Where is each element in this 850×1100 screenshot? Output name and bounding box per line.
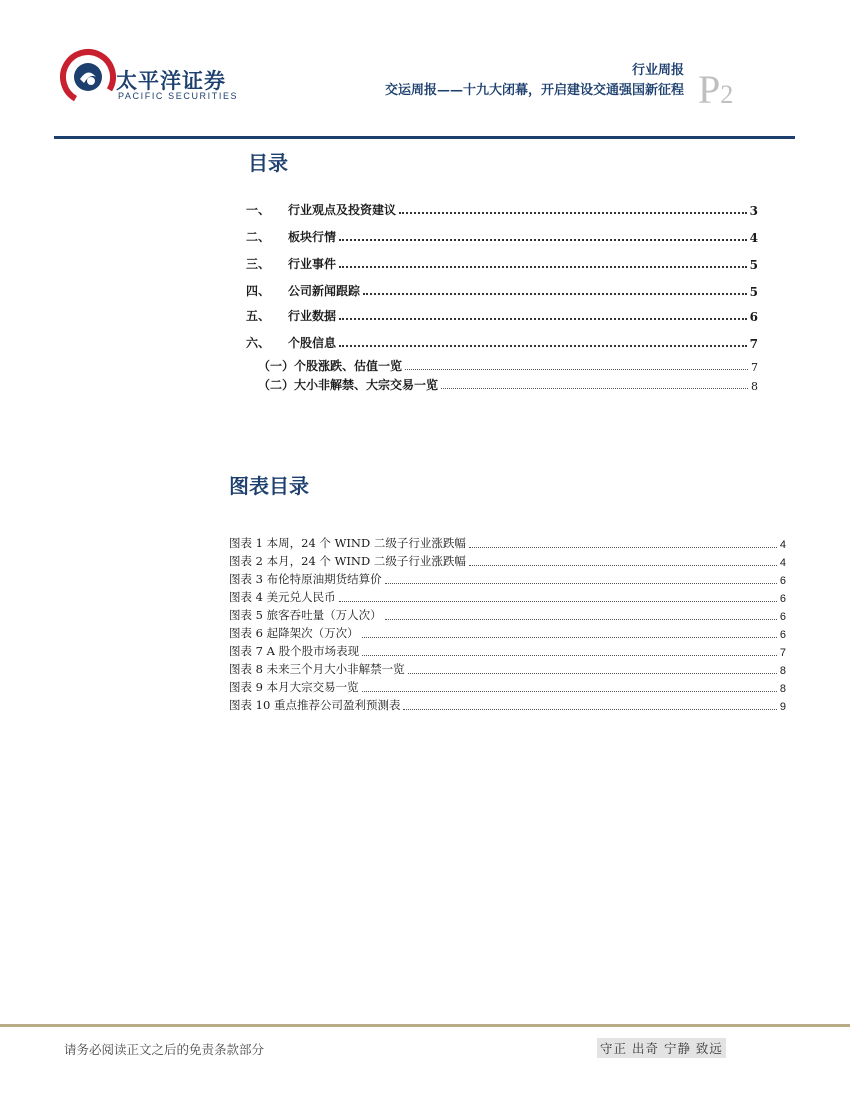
figure-list-item[interactable] bbox=[229, 643, 786, 659]
toc-subitem-title: （一）个股涨跌、估值一览 bbox=[258, 359, 403, 373]
figure-item-page: 7 bbox=[779, 647, 786, 659]
page-prefix: P bbox=[698, 67, 721, 112]
figure-item-page: 6 bbox=[779, 611, 786, 623]
toc-item[interactable] bbox=[246, 200, 758, 218]
toc-item[interactable] bbox=[246, 227, 758, 245]
toc-leader-dots bbox=[469, 547, 777, 548]
footer-disclaimer: 请务必阅读正文之后的免责条款部分 bbox=[64, 1042, 265, 1057]
figure-list-item[interactable] bbox=[229, 661, 786, 677]
figure-item-page: 6 bbox=[779, 575, 786, 587]
toc-leader-dots bbox=[362, 655, 777, 656]
toc-leader-dots bbox=[339, 239, 747, 241]
toc-item-page: 6 bbox=[749, 310, 758, 324]
figure-list-item[interactable] bbox=[229, 535, 786, 551]
toc-leader-dots bbox=[403, 709, 776, 710]
figure-list-item[interactable] bbox=[229, 625, 786, 641]
figure-list-heading: 图表目录 bbox=[229, 474, 309, 498]
toc-leader-dots bbox=[339, 318, 747, 320]
footer-divider bbox=[0, 1024, 850, 1027]
figure-list-item[interactable] bbox=[229, 607, 786, 623]
figure-item-title: 图表 3 布伦特原油期货结算价 bbox=[229, 572, 382, 586]
report-title: 交运周报——十九大闭幕，开启建设交通强国新征程 bbox=[384, 83, 684, 98]
figure-item-page: 6 bbox=[779, 629, 786, 641]
figure-list-item[interactable] bbox=[229, 679, 786, 695]
figure-list-item[interactable] bbox=[229, 697, 786, 713]
toc-leader-dots bbox=[363, 293, 747, 295]
toc-leader-dots bbox=[339, 266, 747, 268]
page-number-value: 2 bbox=[720, 80, 734, 109]
page-number bbox=[698, 67, 734, 112]
toc-leader-dots bbox=[362, 691, 777, 692]
figure-item-title: 图表 6 起降架次（万次） bbox=[229, 626, 359, 640]
toc-item-page: 5 bbox=[749, 285, 758, 299]
toc-item[interactable] bbox=[246, 333, 758, 351]
figure-item-title: 图表 5 旅客吞吐量（万人次） bbox=[229, 608, 382, 622]
figure-item-title: 图表 9 本月大宗交易一览 bbox=[229, 680, 359, 694]
company-logo-mark-icon bbox=[60, 45, 116, 107]
toc-item[interactable] bbox=[246, 254, 758, 272]
toc-item-number: 四、 bbox=[246, 284, 271, 298]
toc-subitem-title: （二）大小非解禁、大宗交易一览 bbox=[258, 378, 439, 392]
toc-subitem-page: 8 bbox=[751, 380, 758, 393]
toc-item-title: 公司新闻跟踪 bbox=[288, 284, 361, 298]
figure-item-page: 8 bbox=[779, 683, 786, 695]
toc-item-page: 3 bbox=[749, 204, 758, 218]
toc-subitem-page: 7 bbox=[751, 361, 758, 374]
toc-item-page: 7 bbox=[749, 337, 758, 351]
toc-item[interactable] bbox=[246, 281, 758, 299]
toc-item-number: 二、 bbox=[246, 230, 271, 244]
figure-item-page: 9 bbox=[779, 701, 786, 713]
toc-item-number: 三、 bbox=[246, 257, 271, 271]
toc-item[interactable] bbox=[246, 306, 758, 324]
logo-english-name: PACIFIC SECURITIES bbox=[118, 91, 239, 101]
toc-leader-dots bbox=[408, 673, 777, 674]
toc-item-title: 行业观点及投资建议 bbox=[288, 203, 397, 217]
toc-item-title: 个股信息 bbox=[288, 336, 337, 350]
toc-leader-dots bbox=[362, 637, 777, 638]
toc-item-title: 板块行情 bbox=[288, 230, 337, 244]
figure-list-item[interactable] bbox=[229, 571, 786, 587]
toc-item-page: 5 bbox=[749, 258, 758, 272]
toc-leader-dots bbox=[405, 369, 748, 370]
toc-item-number: 五、 bbox=[246, 309, 271, 323]
toc-leader-dots bbox=[339, 601, 777, 602]
toc-item-title: 行业事件 bbox=[288, 257, 337, 271]
toc-item-page: 4 bbox=[749, 231, 758, 245]
figure-item-page: 8 bbox=[779, 665, 786, 677]
toc-leader-dots bbox=[441, 388, 748, 389]
figure-item-title: 图表 1 本周，24 个 WIND 二级子行业涨跌幅 bbox=[229, 536, 466, 550]
toc-item-number: 一、 bbox=[246, 203, 271, 217]
logo-chinese-name: 太平洋证券 bbox=[116, 69, 226, 93]
toc-leader-dots bbox=[469, 565, 777, 566]
header-divider bbox=[54, 136, 795, 139]
figure-item-title: 图表 2 本月，24 个 WIND 二级子行业涨跌幅 bbox=[229, 554, 466, 568]
figure-list-item[interactable] bbox=[229, 553, 786, 569]
figure-item-page: 4 bbox=[779, 557, 786, 569]
toc-leader-dots bbox=[339, 345, 747, 347]
figure-list-item[interactable] bbox=[229, 589, 786, 605]
figure-item-title: 图表 8 未来三个月大小非解禁一览 bbox=[229, 662, 405, 676]
toc-item-number: 六、 bbox=[246, 336, 271, 350]
toc-leader-dots bbox=[399, 212, 747, 214]
company-logo bbox=[60, 45, 240, 115]
figure-item-title: 图表 4 美元兑人民币 bbox=[229, 590, 336, 604]
toc-subitem[interactable] bbox=[258, 377, 758, 393]
figure-item-page: 6 bbox=[779, 593, 786, 605]
toc-subitem[interactable] bbox=[258, 358, 758, 374]
toc-heading: 目录 bbox=[248, 151, 288, 175]
toc-leader-dots bbox=[385, 583, 777, 584]
figure-item-page: 4 bbox=[779, 539, 786, 551]
toc-item-title: 行业数据 bbox=[288, 309, 337, 323]
toc-leader-dots bbox=[385, 619, 777, 620]
report-type: 行业周报 bbox=[631, 63, 684, 78]
figure-item-title: 图表 7 A 股个股市场表现 bbox=[229, 644, 360, 658]
figure-item-title: 图表 10 重点推荐公司盈利预测表 bbox=[229, 698, 401, 712]
footer-motto: 守正 出奇 宁静 致远 bbox=[597, 1038, 726, 1058]
